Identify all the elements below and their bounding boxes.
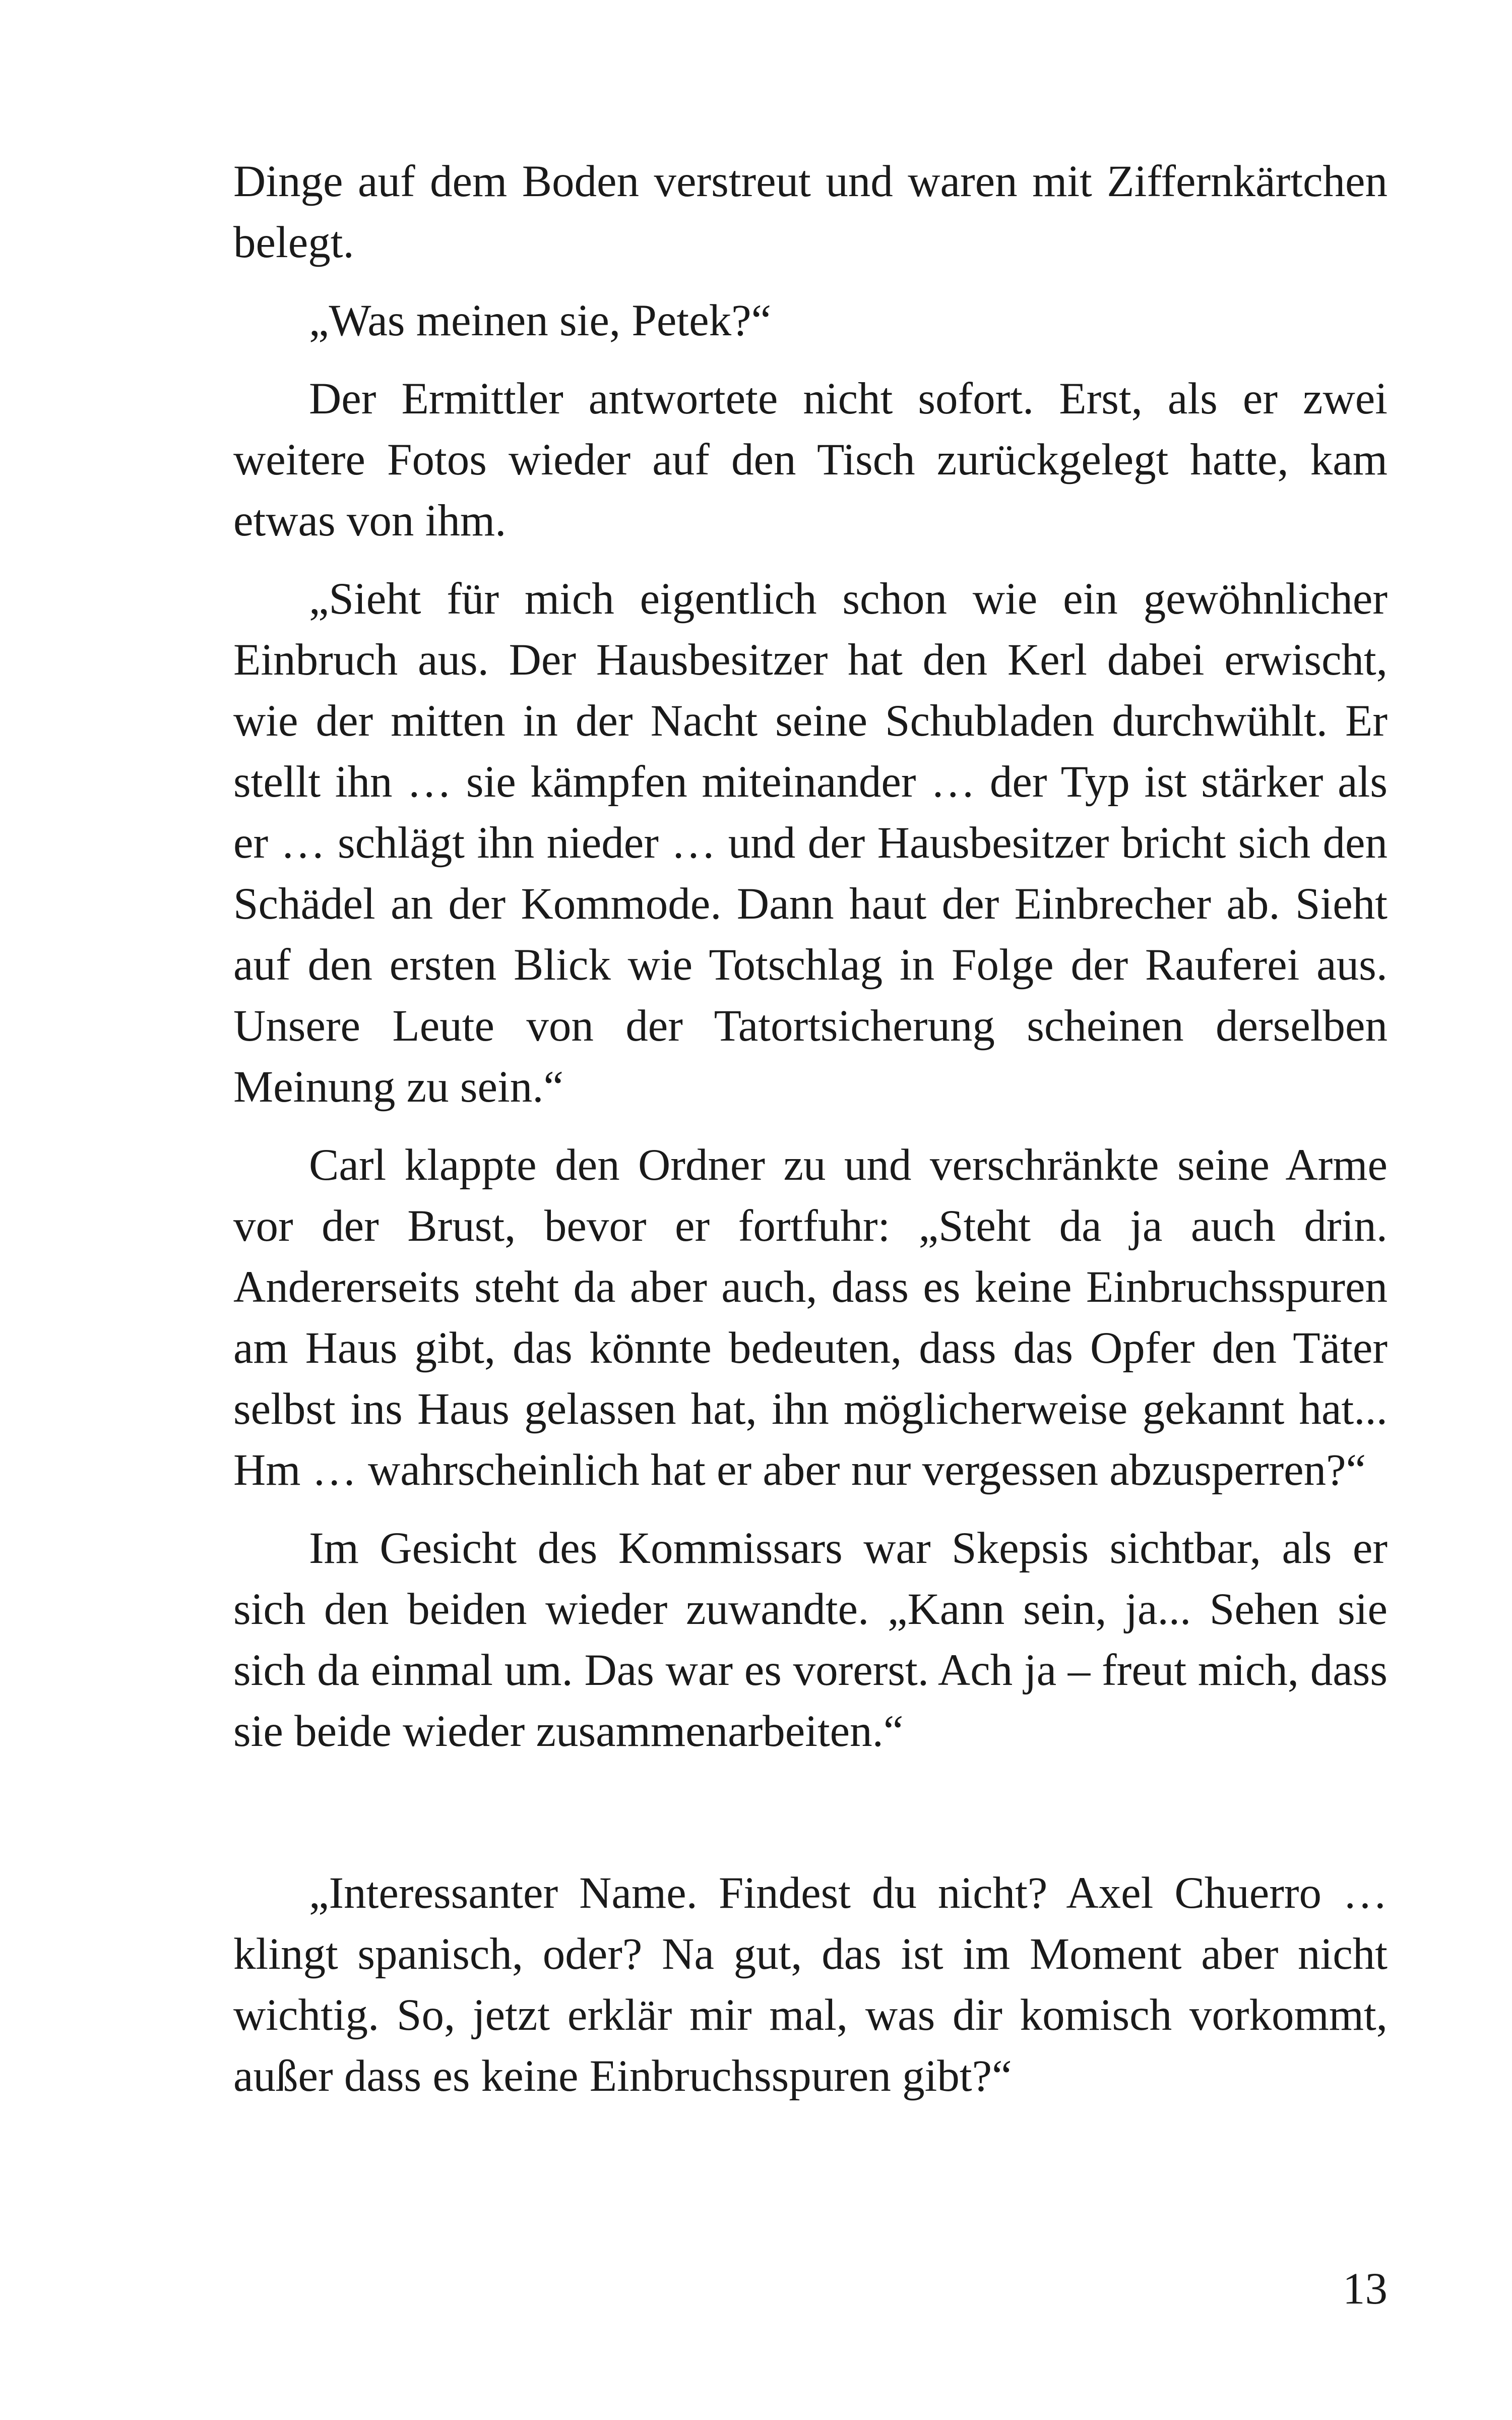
- paragraph-burglary-theory: „Sieht für mich eigentlich schon wie ein gewöhnlicher Einbruch aus. Der Hausbesitzer hat den Kerl dabei erwischt, wie der mitten in der Nacht seine Schubladen durchwühlt. Er stellt ihn … sie kämpfen miteinander … der Typ ist stärker als er … schlägt ihn nieder … und der Hausbesitzer bricht sich den Schädel an der Kommode. Dann haut der Einbrecher ab. Sieht auf den ersten Blick wie Totschlag in Folge der Rauferei aus. Unsere Leute von der Tatortsicherung scheinen derselben Meinung zu sein.“: [233, 574, 1388, 1112]
- paragraph-continuation: Dinge auf dem Boden verstreut und waren mit Ziffernkärtchen belegt.: [233, 157, 1388, 267]
- paragraph-investigator-pause: Der Ermittler antwortete nicht sofort. Erst, als er zwei weitere Fotos wieder auf den Tisch zurückgelegt hatte, kam etwas von ihm.: [233, 374, 1388, 546]
- paragraph-new-scene: „Interessanter Name. Findest du nicht? Axel Chuerro … klingt spanisch, oder? Na gut, das ist im Moment aber nicht wichtig. So, jetzt erklär mir mal, was dir komisch vorkommt, außer dass es keine Einbruchsspuren gibt?“: [233, 1868, 1388, 2101]
- paragraph-carl-reply: Carl klappte den Ordner zu und verschränkte seine Arme vor der Brust, bevor er fortfuhr: „Steht da ja auch drin. Andererseits steht da aber auch, dass es keine Einbruchsspuren am Haus gibt, das könnte bedeuten, dass das Opfer den Täter selbst ins Haus gelassen hat, ihn möglicherweise gekannt hat... Hm … wahrscheinlich hat er aber nur vergessen abzusperren?“: [233, 1140, 1388, 1495]
- paragraph-commissioner: Im Gesicht des Kommissars war Skepsis sichtbar, als er sich den beiden wieder zuwandte. „Kann sein, ja... Sehen sie sich da einmal um. Das war es vorerst. Ach ja – freut mich, dass sie beide wieder zusammenarbeiten.“: [233, 1524, 1388, 1756]
- paragraph-dialogue-question: „Was meinen sie, Petek?“: [309, 296, 772, 345]
- body-text: [233, 151, 1388, 2124]
- page-number: 13: [1343, 2264, 1388, 2314]
